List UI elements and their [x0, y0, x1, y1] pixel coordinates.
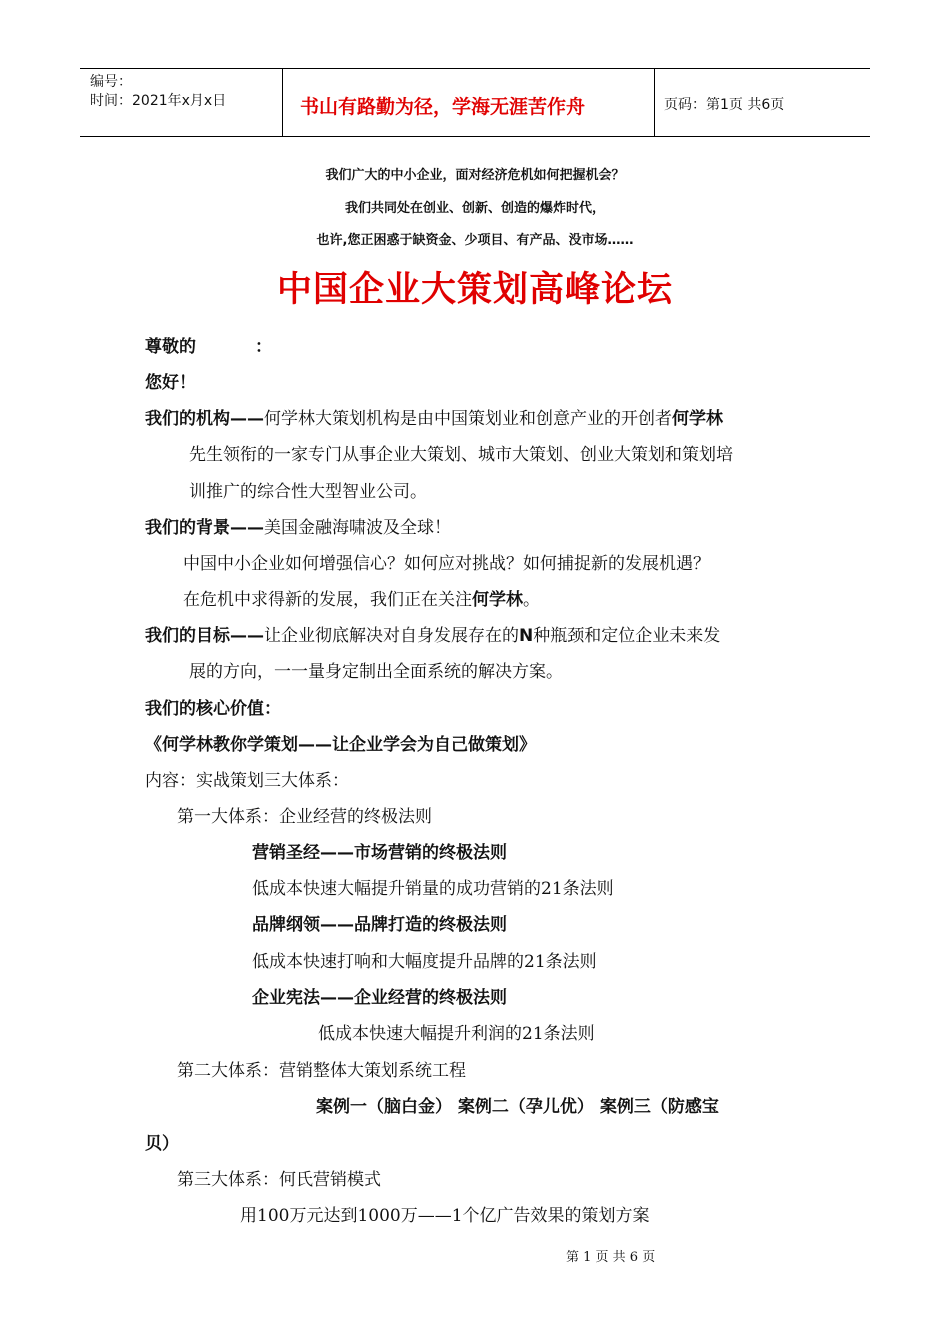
bg-line-1	[145, 513, 451, 538]
greeting: 您好！	[145, 373, 196, 393]
bg-text-1: 美国金融海啸波及全球！	[264, 518, 451, 538]
bg-label: 我们的背景——	[145, 518, 264, 538]
system-1: 第一大体系：企业经营的终极法则	[177, 807, 432, 827]
goal-text-1a: 让企业彻底解决对自身发展存在的	[264, 626, 519, 646]
intro-line-2: 我们共同处在创业、创新、创造的爆炸时代，	[344, 201, 605, 216]
org-text-1: 何学林大策划机构是由中国策划业和创意产业的开创者	[264, 409, 672, 429]
header-top-border	[80, 68, 870, 69]
serial-label: 编号：	[90, 74, 132, 90]
org-line-3: 训推广的综合性大型智业公司。	[189, 482, 427, 502]
goal-label: 我们的目标——	[145, 626, 264, 646]
goal-text-1c: 种瓶颈和定位企业未来发	[533, 626, 721, 646]
org-name: 何学林	[672, 409, 723, 429]
system-3-desc: 用100万元达到1000万——1个亿广告效果的策划方案	[240, 1206, 650, 1226]
header-bottom-border	[80, 136, 870, 137]
bg-line-2: 中国中小企业如何增强信心？如何应对挑战？如何捕捉新的发展机遇？	[183, 554, 710, 574]
system-3: 第三大体系：何氏营销模式	[177, 1170, 381, 1190]
goal-text-1b: N	[519, 626, 534, 646]
bg-line-3	[183, 585, 540, 610]
core-label: 我们的核心价值：	[145, 699, 281, 719]
salutation: 尊敬的	[145, 337, 196, 357]
system-1-a-desc: 低成本快速大幅提升销量的成功营销的21条法则	[252, 879, 614, 899]
org-line-2: 先生领衔的一家专门从事企业大策划、城市大策划、创业大策划和策划培	[189, 445, 733, 465]
salutation-colon: ：	[255, 337, 272, 357]
cases-line-2: 贝）	[145, 1134, 179, 1154]
bg-text-3c: 。	[523, 590, 540, 610]
intro-line-3: 也许,您正困惑于缺资金、少项目、有产品、没市场……	[316, 233, 634, 248]
motto: 书山有路勤为径，学海无涯苦作舟	[300, 96, 586, 118]
course-title: 《何学林教你学策划——让企业学会为自己做策划》	[145, 735, 536, 755]
header-divider-left	[282, 68, 283, 136]
org-label: 我们的机构——	[145, 409, 264, 429]
goal-line-2: 展的方向，一一量身定制出全面系统的解决方案。	[189, 662, 563, 682]
system-1-b-desc: 低成本快速打响和大幅度提升品牌的21条法则	[252, 952, 597, 972]
intro-line-1: 我们广大的中小企业，面对经济危机如何把握机会？	[325, 168, 625, 183]
system-1-c-desc: 低成本快速大幅提升利润的21条法则	[318, 1024, 595, 1044]
system-1-b-title: 品牌纲领——品牌打造的终极法则	[252, 915, 507, 935]
goal-line-1	[145, 621, 720, 646]
footer-page-number: 第 1 页 共 6 页	[566, 1250, 656, 1265]
system-1-c-title: 企业宪法——企业经营的终极法则	[252, 988, 507, 1008]
time-label: 时间：2021年x月x日	[90, 93, 227, 109]
bg-text-3a: 在危机中求得新的发展，我们正在关注	[183, 590, 472, 610]
page-title: 中国企业大策划高峰论坛	[276, 270, 673, 310]
system-1-a-title: 营销圣经——市场营销的终极法则	[252, 843, 507, 863]
system-2: 第二大体系：营销整体大策划系统工程	[177, 1061, 466, 1081]
bg-text-3b: 何学林	[472, 590, 523, 610]
content-label: 内容：实战策划三大体系：	[145, 771, 349, 791]
header-divider-right	[654, 68, 655, 136]
org-line-1	[145, 404, 723, 429]
page-info: 页码：第1页 共6页	[664, 97, 785, 113]
cases-line-1: 案例一（脑白金） 案例二（孕儿优） 案例三（防感宝	[316, 1097, 719, 1117]
